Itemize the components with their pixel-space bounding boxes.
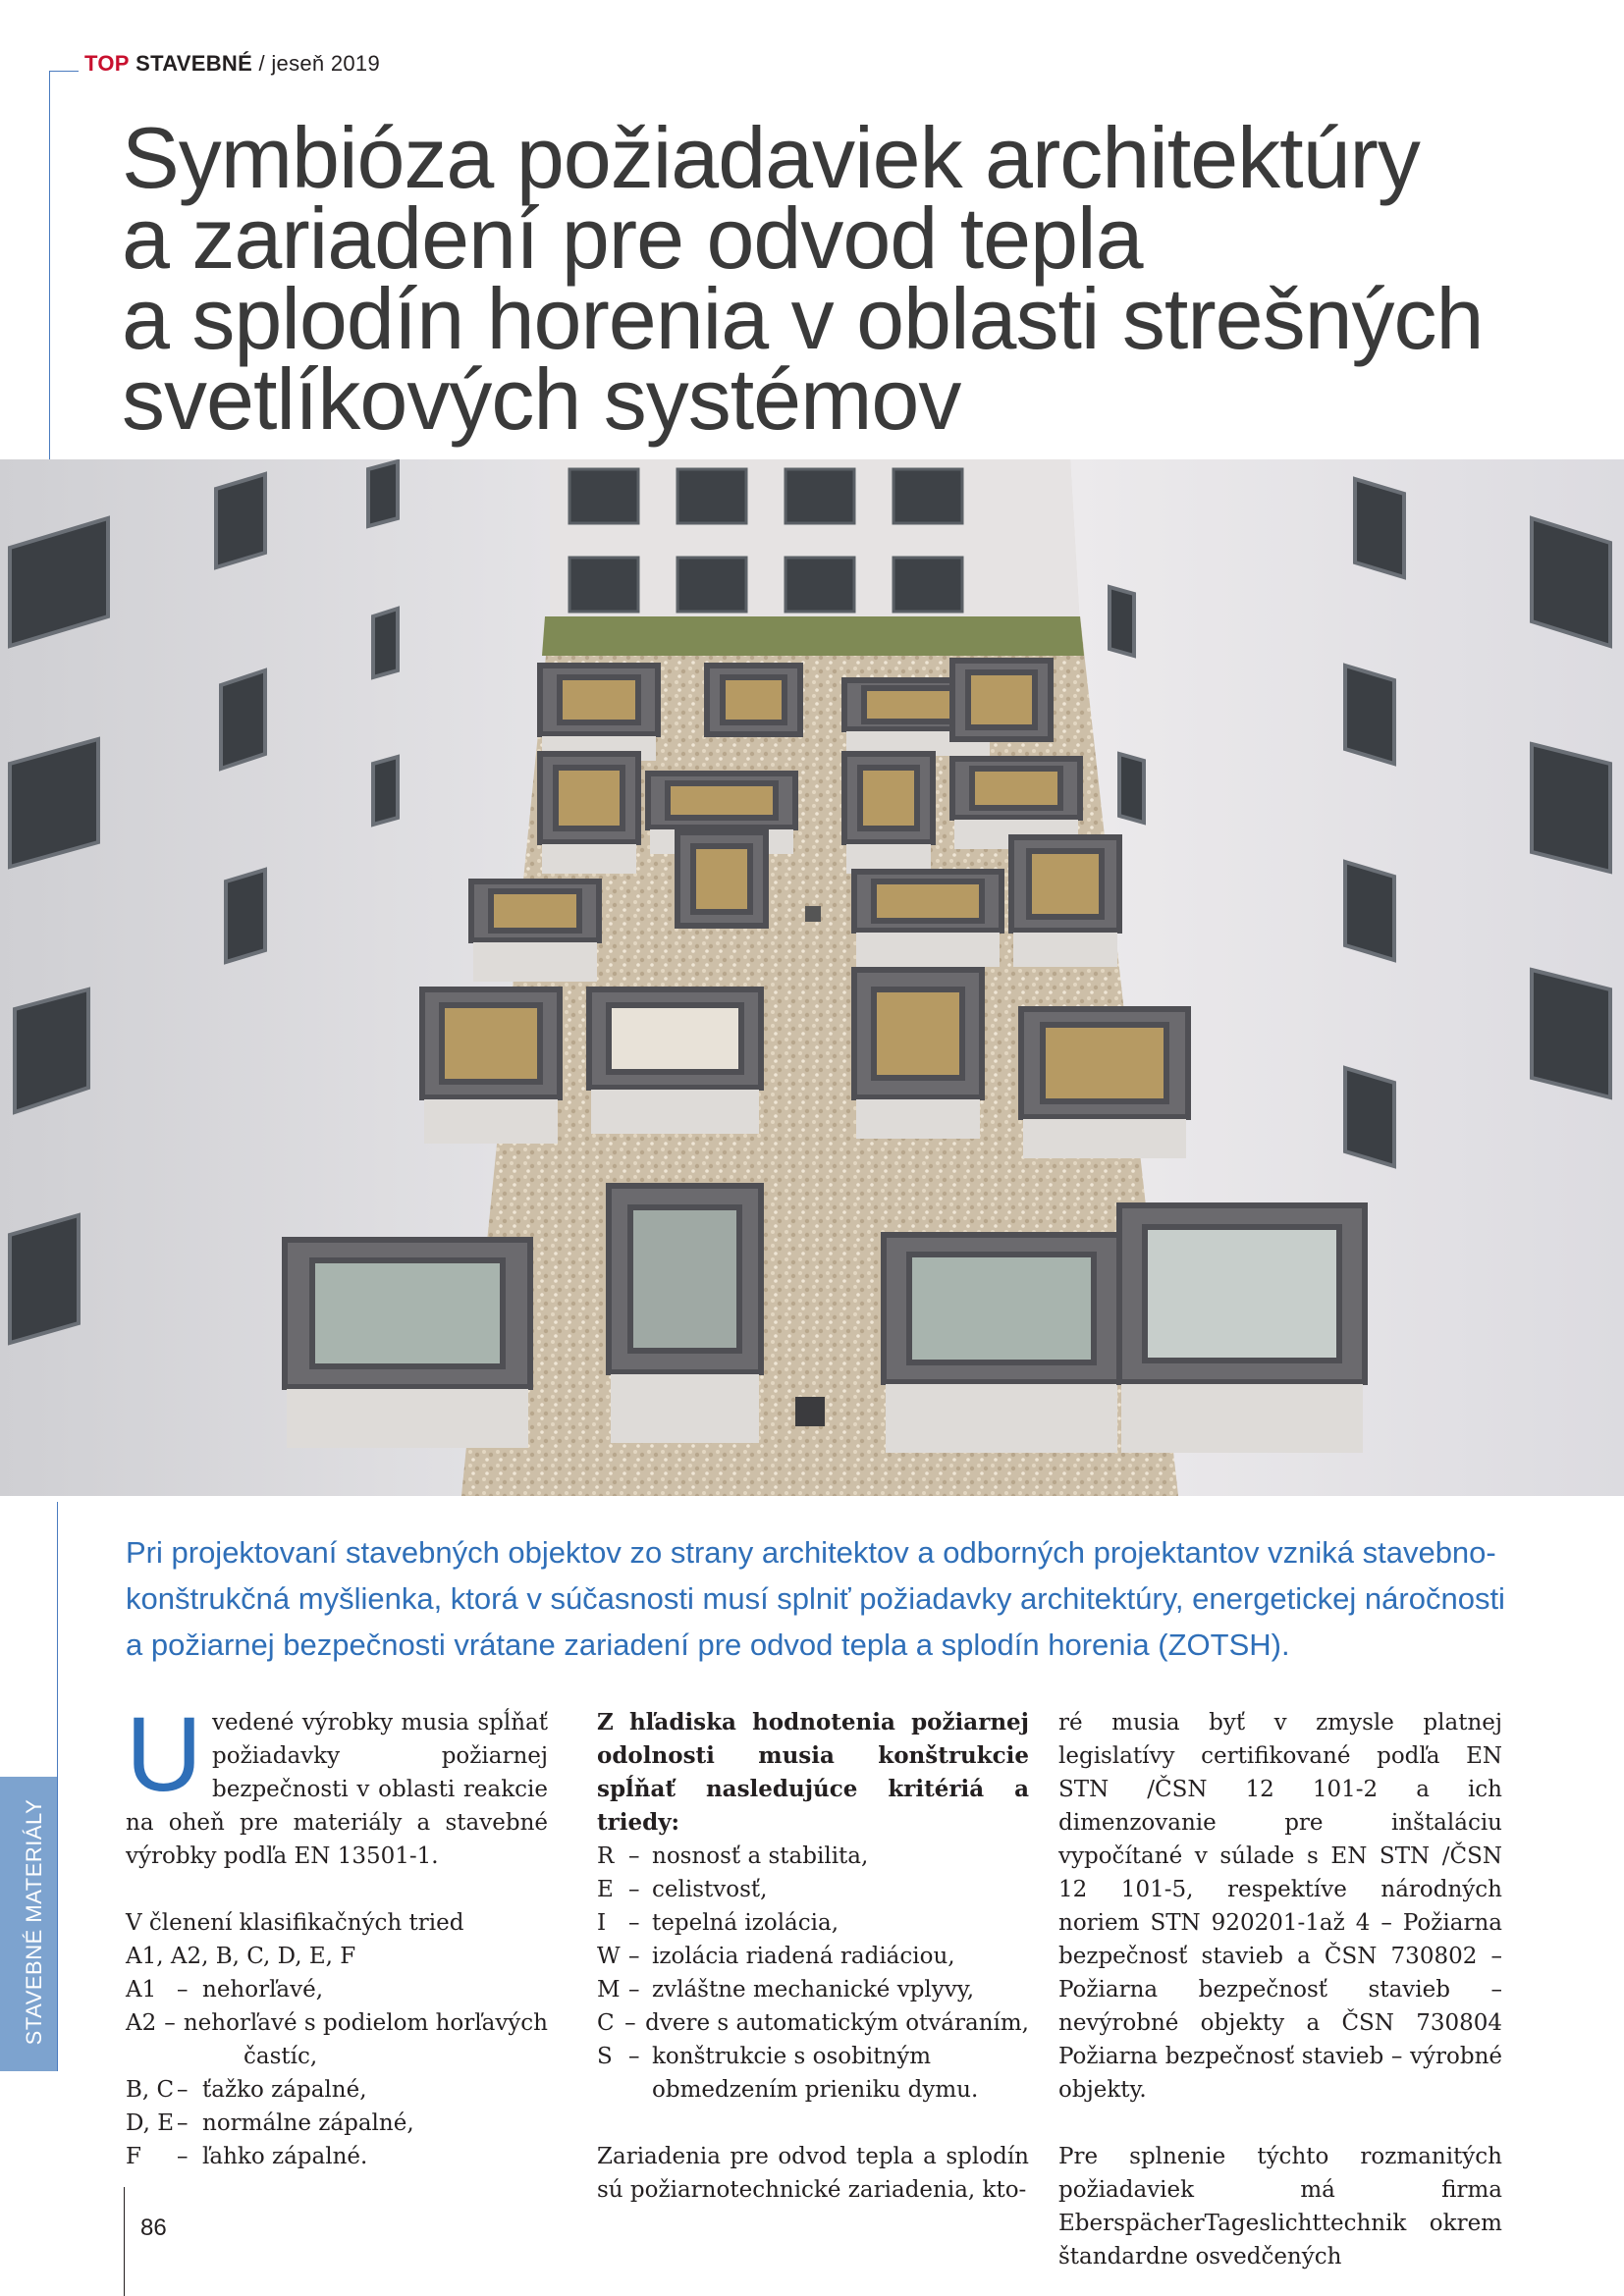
title-line: svetlíkových systémov (122, 350, 961, 448)
article-title (122, 109, 1496, 448)
running-header (84, 51, 380, 77)
intro-paragraph (126, 1694, 548, 1873)
body-column-3 (1058, 1706, 1502, 2273)
title-line: Symbióza požiadaviek architektúry (122, 109, 1420, 206)
title-line: a splodín horenia v oblasti strešných (122, 270, 1484, 367)
class-item: B, C – ťažko zápalné, (126, 2077, 367, 2103)
footer-rule (124, 2187, 125, 2296)
class-item: častíc, (244, 2044, 318, 2069)
criteria-heading: Z hľadiska hodnotenia požiarnej odolnosti musia konštrukcie spĺňať nasledujúce kritériá a triedy: (597, 1709, 1029, 1836)
header-separator: / (258, 51, 265, 76)
lead-line: Pri projektovaní stavebných objektov zo strany architektov a odborných projektantov vzniká stavebno- (126, 1535, 1496, 1570)
title-line: a zariadení pre odvod tepla (122, 189, 1143, 287)
criteria-item: S – konštrukcie s osobitným (597, 2044, 932, 2069)
page-number: 86 (140, 2215, 167, 2241)
legislation-paragraph: ré musia byť v zmysle platnej legislatívy certifikované podľa EN STN /ČSN 12 101-2 a ich dimenzovanie pre inštaláciu vypočítané v súlade s EN STN /ČSN 12 101-5, respektíve národných noriem STN 920201-1až 4 – Požiarna bezpečnosť stavieb a ČSN 730802 – Požiarna bezpečnosť stavieb – nevýrobné objekty a ČSN 730804 Požiarna bezpečnosť stavieb – výrobné objekty. (1058, 1710, 1502, 2103)
courtyard-skylights-photo (0, 459, 1624, 1496)
side-rule (57, 1502, 58, 2071)
criteria-item: E – celistvosť, (597, 1877, 768, 1902)
criteria-item: C – dvere s automatickým otváraním, (597, 2010, 1029, 2036)
criteria-item: M – zvláštne mechanické vplyvy, (597, 1977, 975, 2002)
section-tab-label: STAVEBNÉ MATERIÁLY (22, 1798, 46, 2046)
class-item: D, E – normálne zápalné, (126, 2110, 414, 2136)
brand-top: TOP (84, 51, 130, 76)
criteria-item: obmedzením prieniku dymu. (652, 2077, 979, 2103)
lead-line: a požiarnej bezpečnosti vrátane zariadení pre odvod tepla a splodín horenia (ZOTSH). (126, 1628, 1290, 1662)
lead-line: konštrukčná myšlienka, ktorá v súčasnosti musí splniť požiadavky architektúry, energetickej náročnosti (126, 1581, 1505, 1616)
criteria-item: I – tepelná izolácia, (597, 1910, 839, 1936)
margin-rule (49, 71, 50, 463)
class-item: A2 – nehorľavé s podielom horľavých (126, 2010, 548, 2036)
devices-paragraph: Zariadenia pre odvod tepla a splodín sú požiarnotechnické zariadenia, kto- (597, 2144, 1029, 2203)
class-item: F – ľahko zápalné. (126, 2144, 368, 2169)
company-paragraph: Pre splnenie týchto rozmanitých požiadaviek má firma EberspächerTageslichttechnik okrem štandardne osvedčených (1058, 2144, 1502, 2269)
class-item: A1 – nehorľavé, (126, 1977, 324, 2002)
classes-list: A1, A2, B, C, D, E, F (126, 1944, 356, 1969)
intro-text: vedené výrobky musia spĺňať požiadavky požiarnej bezpečnosti v oblasti reakcie na oheň pre materiály a stavebné výrobky podľa EN 13501-1. (126, 1710, 548, 1869)
body-column-2 (597, 1706, 1029, 2207)
criteria-item: R – nosnosť a stabilita, (597, 1843, 869, 1869)
brand-name: STAVEBNÉ (135, 51, 253, 76)
lead-paragraph (126, 1529, 1510, 1668)
body-column-1 (126, 1694, 548, 2173)
header-rule (49, 71, 79, 72)
criteria-item: W – izolácia riadená radiáciou, (597, 1944, 955, 1969)
drop-cap: U (126, 1694, 202, 1813)
issue-label: jeseň 2019 (271, 51, 381, 76)
classes-heading: V členení klasifikačných tried (126, 1910, 464, 1936)
